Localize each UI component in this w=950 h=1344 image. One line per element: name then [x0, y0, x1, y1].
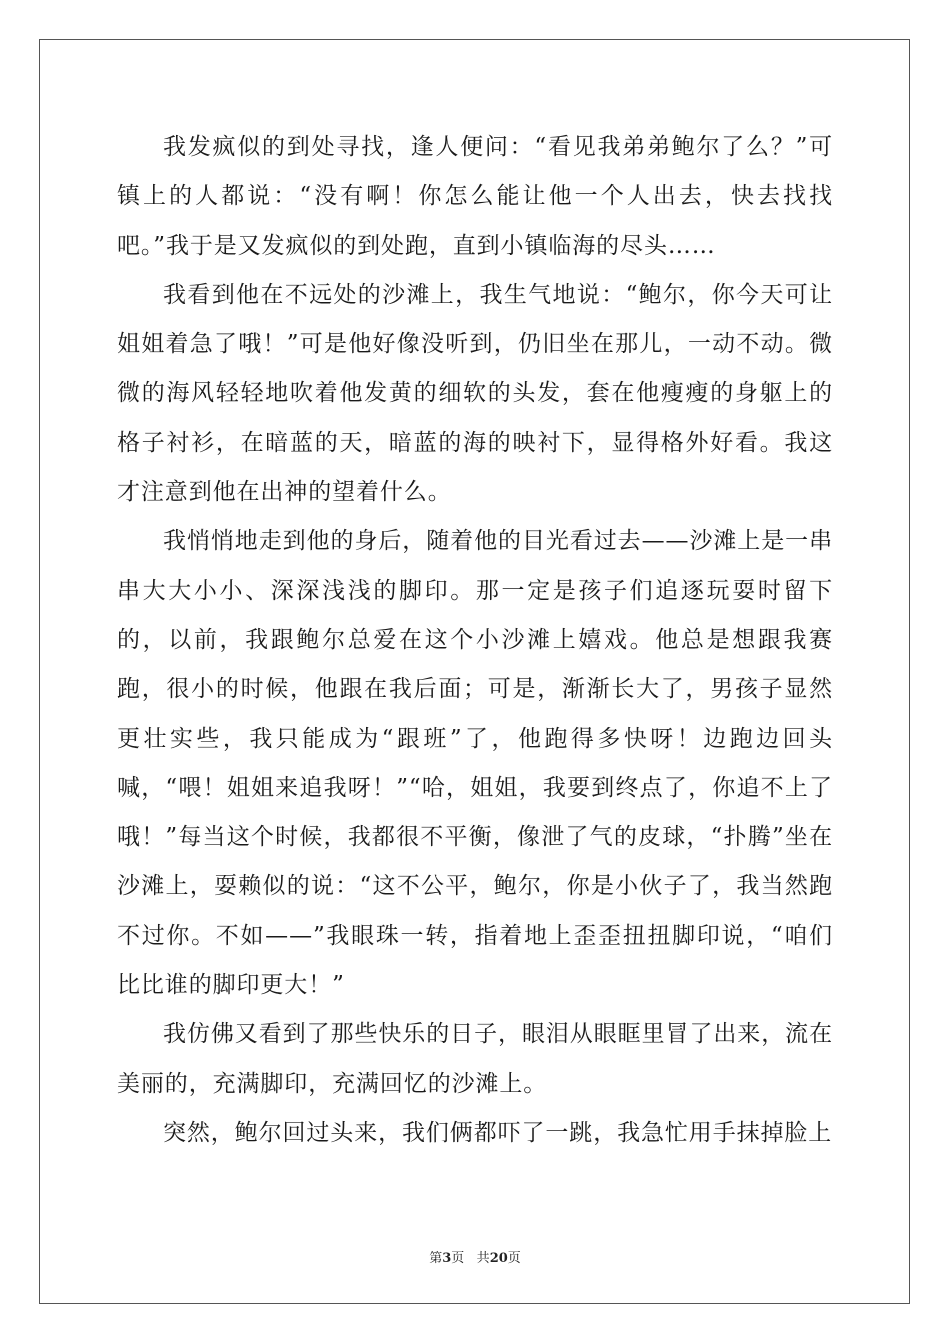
paragraph-5: 突然，鲍尔回过头来，我们俩都吓了一跳，我急忙用手抹掉脸上 [163, 1119, 833, 1146]
total-prefix: 共 [476, 1251, 490, 1266]
paragraph-1: 我发疯似的到处寻找，逢人便问：“看见我弟弟鲍尔了么？”可镇上的人都说：“没有啊！你怎么能让他一个人出去，快去找找吧。”我于是又发疯似的到处跑，直到小镇临海的尽头…… [117, 134, 833, 259]
page-footer [0, 1247, 950, 1266]
page-total: 20 [489, 1251, 508, 1266]
total-unit: 页 [507, 1251, 521, 1266]
paragraph-3: 我悄悄地走到他的身后，随着他的目光看过去——沙滩上是一串串大大小小、深深浅浅的脚印。那一定是孩子们追逐玩耍时留下的，以前，我跟鲍尔总爱在这个小沙滩上嬉戏。他总是想跟我赛跑，很小的时候，他跟在我后面；可是，渐渐长大了，男孩子显然更壮实些，我只能成为“跟班”了，他跑得多快呀！边跑边回头喊，“喂！姐姐来追我呀！”“哈，姐姐，我要到终点了，你追不上了哦！”每当这个时候，我都很不平衡，像泄了气的皮球，“扑腾”坐在沙滩上，耍赖似的说：“这不公平，鲍尔，你是小伙子了，我当然跑不过你。不如——”我眼珠一转，指着地上歪歪扭扭脚印说，“咱们比比谁的脚印更大！” [117, 528, 833, 999]
paragraph-2: 我看到他在不远处的沙滩上，我生气地说：“鲍尔，你今天可让姐姐着急了哦！”可是他好像没听到，仍旧坐在那儿，一动不动。微微的海风轻轻地吹着他发黄的细软的头发，套在他瘦瘦的身躯上的格子衬衫，在暗蓝的天，暗蓝的海的映衬下，显得格外好看。我这才注意到他在出神的望着什么。 [117, 281, 833, 506]
document-body [117, 123, 833, 1158]
page-current: 3 [442, 1251, 452, 1266]
paragraph-4: 我仿佛又看到了那些快乐的日子，眼泪从眼眶里冒了出来，流在美丽的，充满脚印，充满回忆的沙滩上。 [117, 1021, 833, 1097]
page-prefix: 第 [429, 1251, 443, 1266]
page-unit: 页 [451, 1251, 465, 1266]
